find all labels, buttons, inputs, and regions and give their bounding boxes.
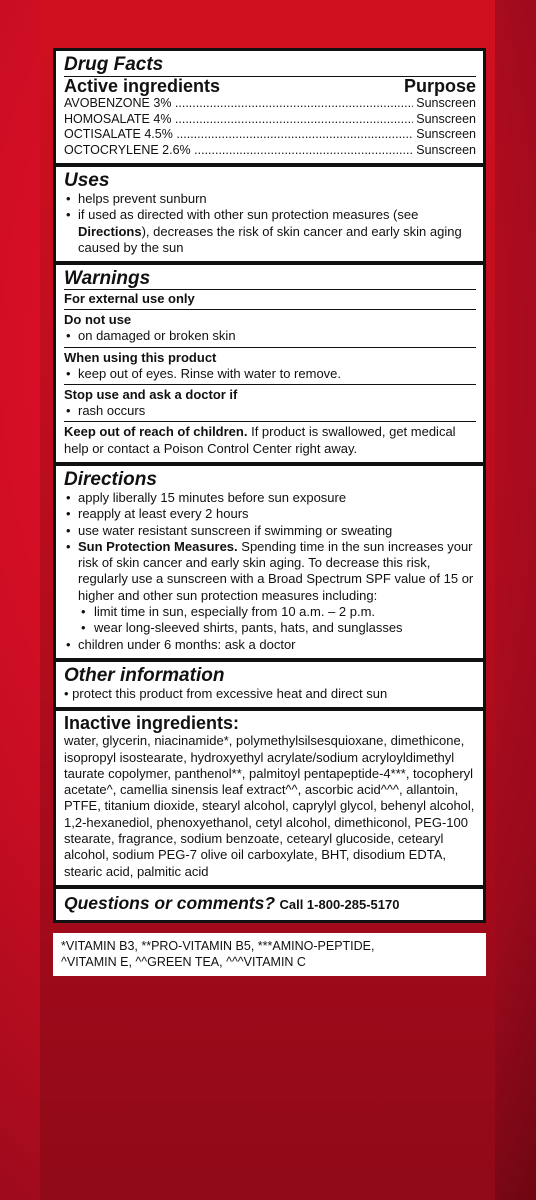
inactive-section [56, 711, 483, 889]
list-item [64, 207, 476, 256]
active-ingredient-row [64, 127, 476, 143]
sun-protection-bold: Sun Protection Measures. [78, 538, 238, 554]
warnings-heading: Warnings [64, 268, 151, 290]
active-list [64, 96, 476, 158]
footnote-line: *VITAMIN B3, **PRO-VITAMIN B5, ***AMINO-PEPTIDE, [61, 939, 375, 953]
inactive-text: water, glycerin, niacinamide*, polymethylsilsesquioxane, dimethicone, isopropyl isostearate, hydroxyethyl acrylate/sodium acryloyldimethyl taurate copolymer, panthenol**, palmitoyl pentapeptide-4***, tocopheryl acetate^, camellia sinensis leaf extract^^, ascorbic acid^^^, allantoin, PTFE, titanium dioxide, stearyl alcohol, caprylyl glycol, behenyl alcohol, 1,2-hexanediol, phenoxyethanol, cetyl alcohol, dimethiconol, PEG-100 stearate, fragrance, sodium benzoate, cetearyl glucoside, cetearyl alcohol, sodium PEG-7 olive oil carboxylate, BHT, disodium EDTA, stearic acid, palmitic acid [64, 733, 475, 879]
uses-heading: Uses [64, 170, 110, 191]
ingredient-name: OCTOCRYLENE 2.6% ..... [64, 143, 413, 159]
external-use: For external use only [64, 289, 476, 307]
list-item [64, 539, 476, 604]
phone-number: Call 1-800-285-5170 [279, 896, 400, 912]
keep-bold: Keep out of reach of children. [64, 424, 248, 440]
footnote-line: ^VITAMIN E, ^^GREEN TEA, ^^^VITAMIN C [61, 955, 306, 969]
uses-section [56, 167, 483, 265]
directions-ref: Directions [78, 223, 142, 239]
ingredient-name: AVOBENZONE 3% ..... [64, 96, 413, 112]
inactive-heading: Inactive ingredients: [64, 713, 240, 734]
active-header [64, 76, 476, 96]
list-item: • keep out of eyes. Rinse with water to remove. [64, 366, 476, 382]
text: if used as directed with other sun protection measures (see [78, 207, 419, 223]
questions-heading: Questions or comments? [64, 892, 276, 913]
questions-section [56, 889, 483, 920]
warnings-section [56, 265, 483, 466]
active-ingredient-row [64, 143, 476, 159]
footnote [53, 933, 486, 976]
list-item: • wear long-sleeved shirts, pants, hats, and sunglasses [64, 620, 476, 636]
ingredient-name: HOMOSALATE 4% ..... [64, 112, 413, 128]
purpose-heading: Purpose [403, 76, 476, 96]
drug-facts-panel [53, 48, 486, 923]
text: If product is swallowed, get medical help or contact a Poison Control Center right away. [64, 424, 456, 456]
ingredient-name: OCTISALATE 4.5% ..... [64, 127, 413, 143]
ingredient-purpose: Sunscreen [416, 111, 476, 126]
ingredient-purpose: Sunscreen [416, 96, 476, 110]
list-item: • children under 6 months: ask a doctor [64, 637, 476, 653]
list-item: • limit time in sun, especially from 10 a.m. – 2 p.m. [64, 604, 476, 620]
drug-facts-title: Drug Facts [64, 54, 164, 75]
list-item: • helps prevent sunburn [64, 191, 476, 207]
text: Spending time in the sun increases your risk of skin cancer and early skin aging. To decrease this risk, regularly use a sunscreen with a Broad Spectrum SPF value of 15 or higher and other sun protection measures including: [78, 538, 474, 603]
other-info-section [56, 662, 483, 711]
active-ingredient-row [64, 96, 476, 112]
other-info-text: • protect this product from excessive heat and direct sun [64, 685, 388, 701]
list-item: • apply liberally 15 minutes before sun exposure [64, 490, 476, 506]
stop-use-heading: Stop use and ask a doctor if [64, 384, 476, 403]
list-item: • rash occurs [64, 403, 476, 419]
when-using-heading: When using this product [64, 347, 476, 366]
list-item: • use water resistant sunscreen if swimming or sweating [64, 523, 476, 539]
directions-heading: Directions [64, 468, 157, 490]
list-item: • reapply at least every 2 hours [64, 506, 476, 522]
text: ), decreases the risk of skin cancer and early skin aging caused by the sun [78, 223, 462, 255]
ingredient-purpose: Sunscreen [416, 127, 476, 141]
keep-out-reach [64, 421, 476, 457]
active-ingredients-section [56, 51, 483, 167]
directions-section [56, 466, 483, 662]
do-not-use-heading: Do not use [64, 309, 476, 328]
list-item: • on damaged or broken skin [64, 328, 476, 344]
ingredient-purpose: Sunscreen [416, 142, 476, 157]
active-ingredient-row [64, 112, 476, 128]
active-heading: Active ingredients [64, 76, 221, 96]
other-info-heading: Other information [64, 664, 225, 686]
